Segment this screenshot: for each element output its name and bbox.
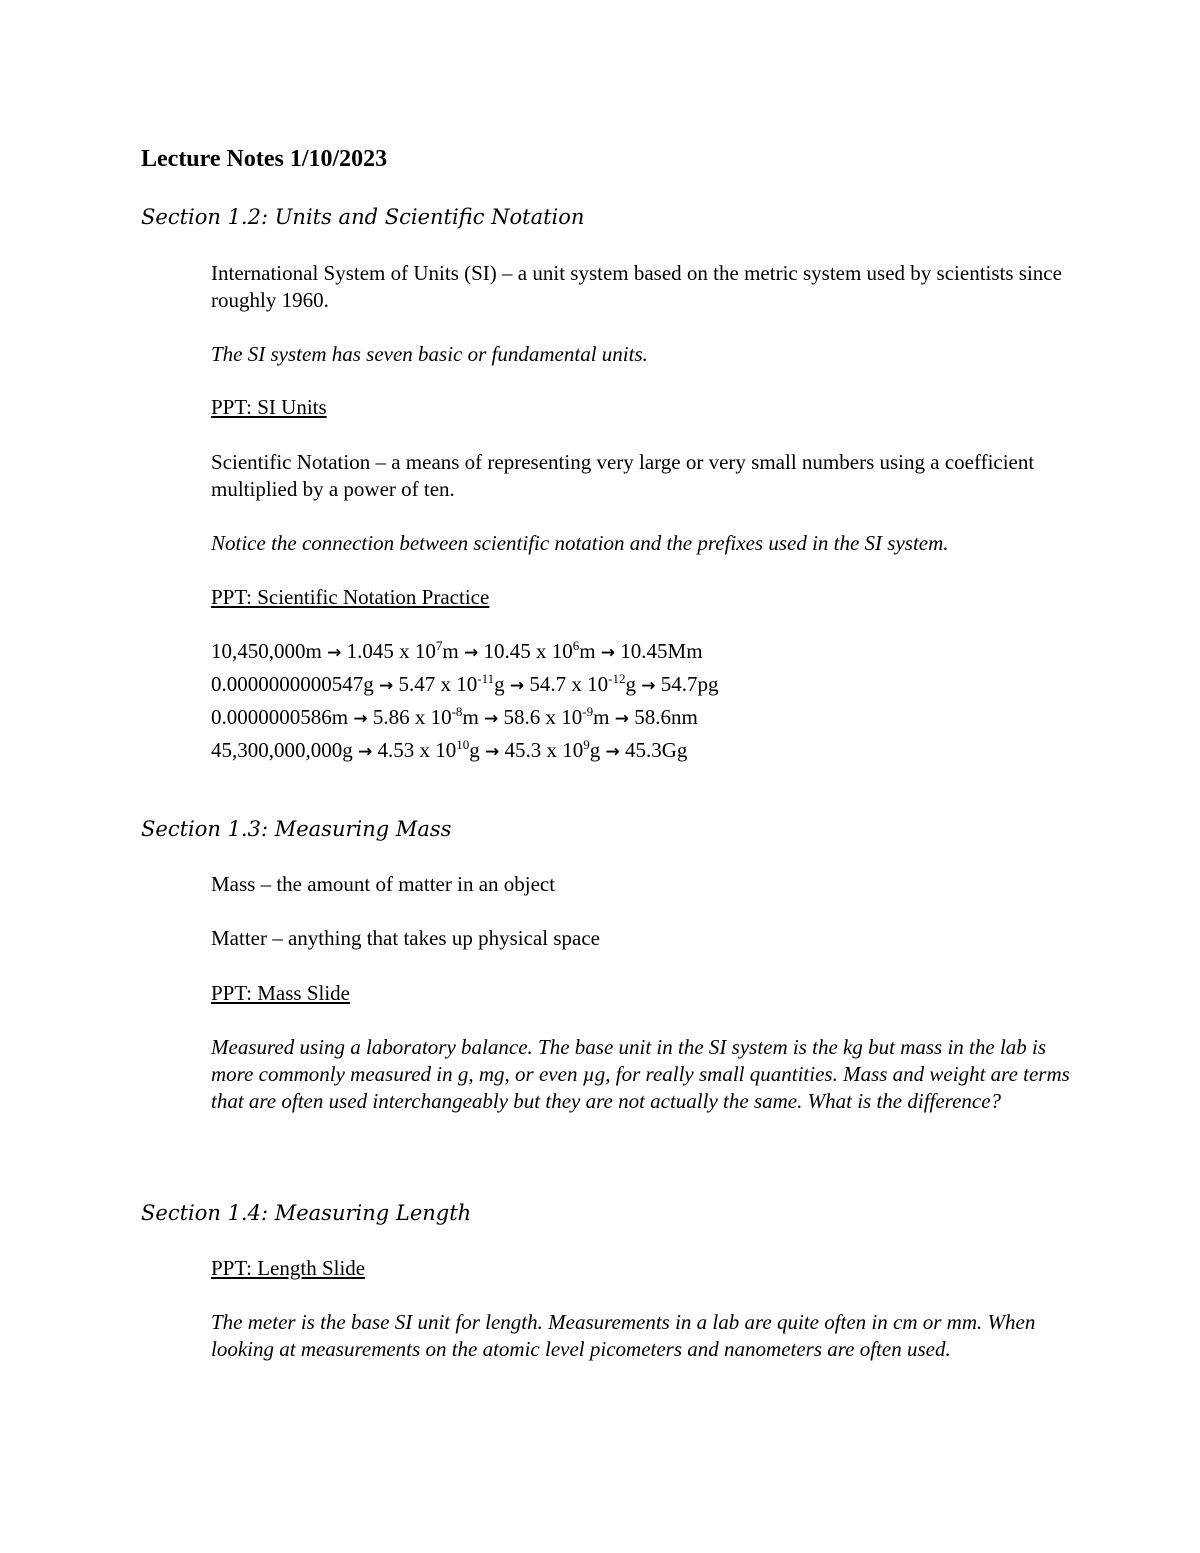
arrow-icon: → bbox=[379, 676, 394, 696]
arrow-icon: → bbox=[358, 742, 373, 762]
example-coefficient: 5.47 x 10 bbox=[398, 672, 478, 696]
example-line-4 bbox=[211, 735, 1071, 768]
example-unit: m bbox=[593, 705, 610, 729]
example-exponent: 6 bbox=[572, 638, 580, 653]
example-prefixed-value: 10.45Mm bbox=[620, 639, 703, 663]
si-note: The SI system has seven basic or fundamental units. bbox=[211, 342, 648, 366]
example-coefficient: 1.045 x 10 bbox=[346, 639, 436, 663]
example-exponent: -11 bbox=[477, 671, 495, 686]
example-unit: g bbox=[494, 672, 505, 696]
example-coefficient: 54.7 x 10 bbox=[529, 672, 609, 696]
example-prefixed-value: 54.7pg bbox=[660, 672, 719, 696]
section-1-3-heading: Section 1.3: Measuring Mass bbox=[141, 817, 452, 841]
example-coefficient: 4.53 x 10 bbox=[377, 738, 457, 762]
ppt-length-slide: PPT: Length Slide bbox=[211, 1256, 366, 1280]
section-1-4-heading: Section 1.4: Measuring Length bbox=[141, 1201, 472, 1225]
scientific-notation-note: Notice the connection between scientific notation and the prefixes used in the SI system. bbox=[211, 531, 949, 555]
arrow-icon: → bbox=[327, 643, 342, 663]
arrow-icon: → bbox=[509, 676, 525, 696]
example-exponent: 7 bbox=[435, 638, 443, 653]
arrow-icon: → bbox=[600, 643, 616, 663]
arrow-icon: → bbox=[485, 742, 500, 762]
example-coefficient: 45.3 x 10 bbox=[504, 738, 584, 762]
ppt-si-units: PPT: SI Units bbox=[211, 395, 327, 419]
arrow-icon: → bbox=[463, 643, 479, 663]
arrow-icon: → bbox=[353, 709, 368, 729]
arrow-icon: → bbox=[641, 676, 656, 696]
arrow-icon: → bbox=[614, 709, 629, 729]
example-exponent: 9 bbox=[583, 737, 590, 752]
example-start-value: 45,300,000,000g bbox=[211, 738, 353, 762]
example-exponent: 10 bbox=[456, 737, 470, 752]
example-exponent: -12 bbox=[608, 671, 626, 686]
example-unit: m bbox=[442, 639, 459, 663]
example-start-value: 0.0000000586m bbox=[211, 705, 349, 729]
example-start-value: 10,450,000m bbox=[211, 639, 322, 663]
si-definition: International System of Units (SI) – a unit system based on the metric system used by scientists since roughly 1960. bbox=[211, 261, 1062, 312]
mass-note: Measured using a laboratory balance. The base unit in the SI system is the kg but mass in the lab is more commonly measured in g, mg, or even µg, for really small quantities. Mass and weight are terms that are often used interchangeably but they are not actually the same. What is the difference? bbox=[211, 1035, 1070, 1113]
example-exponent: -8 bbox=[451, 704, 463, 719]
example-coefficient: 5.86 x 10 bbox=[372, 705, 452, 729]
length-note: The meter is the base SI unit for length. Measurements in a lab are quite often in cm or mm. When looking at measurements on the atomic level picometers and nanometers are often used. bbox=[211, 1310, 1036, 1361]
example-prefixed-value: 45.3Gg bbox=[625, 738, 688, 762]
example-unit: m bbox=[579, 639, 596, 663]
example-unit: g bbox=[589, 738, 601, 762]
example-unit: m bbox=[462, 705, 479, 729]
example-start-value: 0.0000000000547g bbox=[211, 672, 374, 696]
example-coefficient: 58.6 x 10 bbox=[503, 705, 583, 729]
ppt-scientific-notation-practice: PPT: Scientific Notation Practice bbox=[211, 585, 490, 609]
matter-definition: Matter – anything that takes up physical space bbox=[211, 926, 600, 950]
section-1-2-heading: Section 1.2: Units and Scientific Notation bbox=[141, 205, 585, 229]
example-line-3 bbox=[211, 702, 1071, 735]
example-coefficient: 10.45 x 10 bbox=[483, 639, 573, 663]
document-title: Lecture Notes 1/10/2023 bbox=[141, 146, 388, 172]
scientific-notation-examples bbox=[211, 636, 1071, 768]
example-line-1 bbox=[211, 636, 1071, 669]
ppt-mass-slide: PPT: Mass Slide bbox=[211, 981, 350, 1005]
mass-definition: Mass – the amount of matter in an object bbox=[211, 872, 556, 896]
example-unit: g bbox=[469, 738, 480, 762]
example-prefixed-value: 58.6nm bbox=[634, 705, 698, 729]
scientific-notation-definition: Scientific Notation – a means of representing very large or very small numbers using a coefficient multiplied by a power of ten. bbox=[211, 450, 1035, 501]
example-line-2 bbox=[211, 669, 1071, 702]
arrow-icon: → bbox=[484, 709, 499, 729]
example-exponent: -9 bbox=[582, 704, 594, 719]
example-unit: g bbox=[625, 672, 636, 696]
arrow-icon: → bbox=[605, 742, 620, 762]
